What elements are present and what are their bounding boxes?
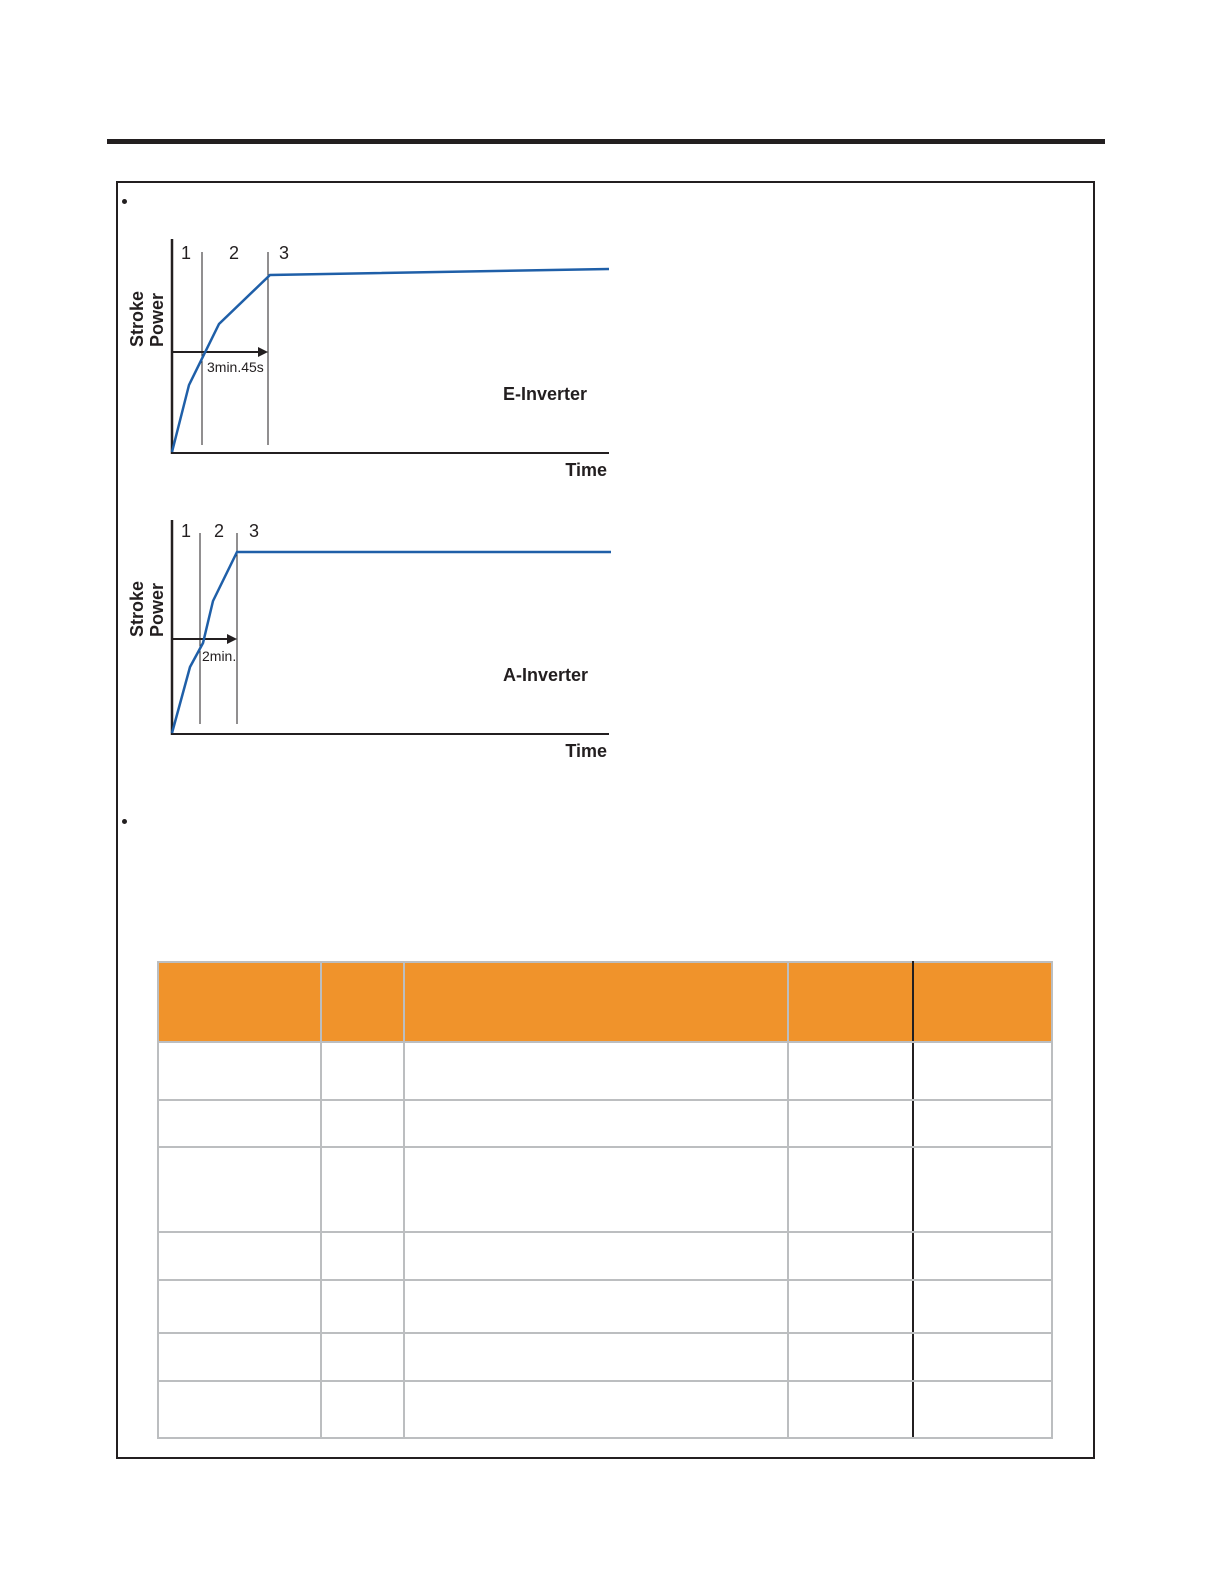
y-axis-label-line1: Stroke [127,290,147,347]
table-row [158,1381,1052,1438]
table-cell [404,1100,788,1147]
table-row [158,1100,1052,1147]
table-cell [404,1381,788,1438]
table-header-cell [404,962,788,1042]
table-cell [158,1280,321,1333]
table-cell [913,1280,1052,1333]
y-axis-label-line2: Power [147,582,167,637]
table-cell [321,1333,404,1381]
table-cell [788,1042,913,1100]
table-cell [158,1232,321,1280]
table-cell [321,1042,404,1100]
stroke-power-curve [172,552,611,733]
phase-label-1: 1 [180,243,192,263]
table-row [158,1280,1052,1333]
table-header-row [158,962,1052,1042]
table-cell [321,1100,404,1147]
spec-table [157,961,1053,1439]
table-cell [913,1042,1052,1100]
table-cell [321,1381,404,1438]
duration-annotation: 2min. [202,648,237,664]
table-cell [321,1232,404,1280]
table-cell [404,1042,788,1100]
table-cell [321,1147,404,1232]
table-cell [913,1333,1052,1381]
table-row [158,1333,1052,1381]
x-axis-label: Time [565,741,607,761]
chart-title: E-Inverter [503,384,588,404]
table-header-cell [158,962,321,1042]
table-header-cell [913,962,1052,1042]
table-row [158,1147,1052,1232]
phase-label-3: 3 [248,521,260,541]
table-cell [788,1333,913,1381]
table-cell [158,1147,321,1232]
table-cell [158,1381,321,1438]
table-row [158,1232,1052,1280]
table-cell [788,1381,913,1438]
table-cell [913,1232,1052,1280]
table-cell [788,1147,913,1232]
table-cell [158,1042,321,1100]
table-cell [404,1147,788,1232]
table-cell [788,1100,913,1147]
table-cell [404,1232,788,1280]
duration-arrowhead [227,634,237,644]
x-axis-label: Time [565,460,607,480]
duration-annotation: 3min.45s [207,359,264,375]
phase-label-1: 1 [180,521,192,541]
phase-label-2: 2 [213,521,225,541]
phase-label-2: 2 [228,243,240,263]
table-header-cell [321,962,404,1042]
table-cell [158,1100,321,1147]
table-cell [913,1381,1052,1438]
table-cell [321,1280,404,1333]
y-axis-label-line2: Power [147,292,167,347]
table-cell [913,1100,1052,1147]
table-cell [788,1280,913,1333]
table-cell [788,1232,913,1280]
table-cell [404,1333,788,1381]
y-axis-label-line1: Stroke [127,580,147,637]
table-row [158,1042,1052,1100]
table-cell [158,1333,321,1381]
chart-title: A-Inverter [503,665,589,685]
table-cell [404,1280,788,1333]
table-header-cell [788,962,913,1042]
table-cell [913,1147,1052,1232]
phase-label-3: 3 [278,243,290,263]
